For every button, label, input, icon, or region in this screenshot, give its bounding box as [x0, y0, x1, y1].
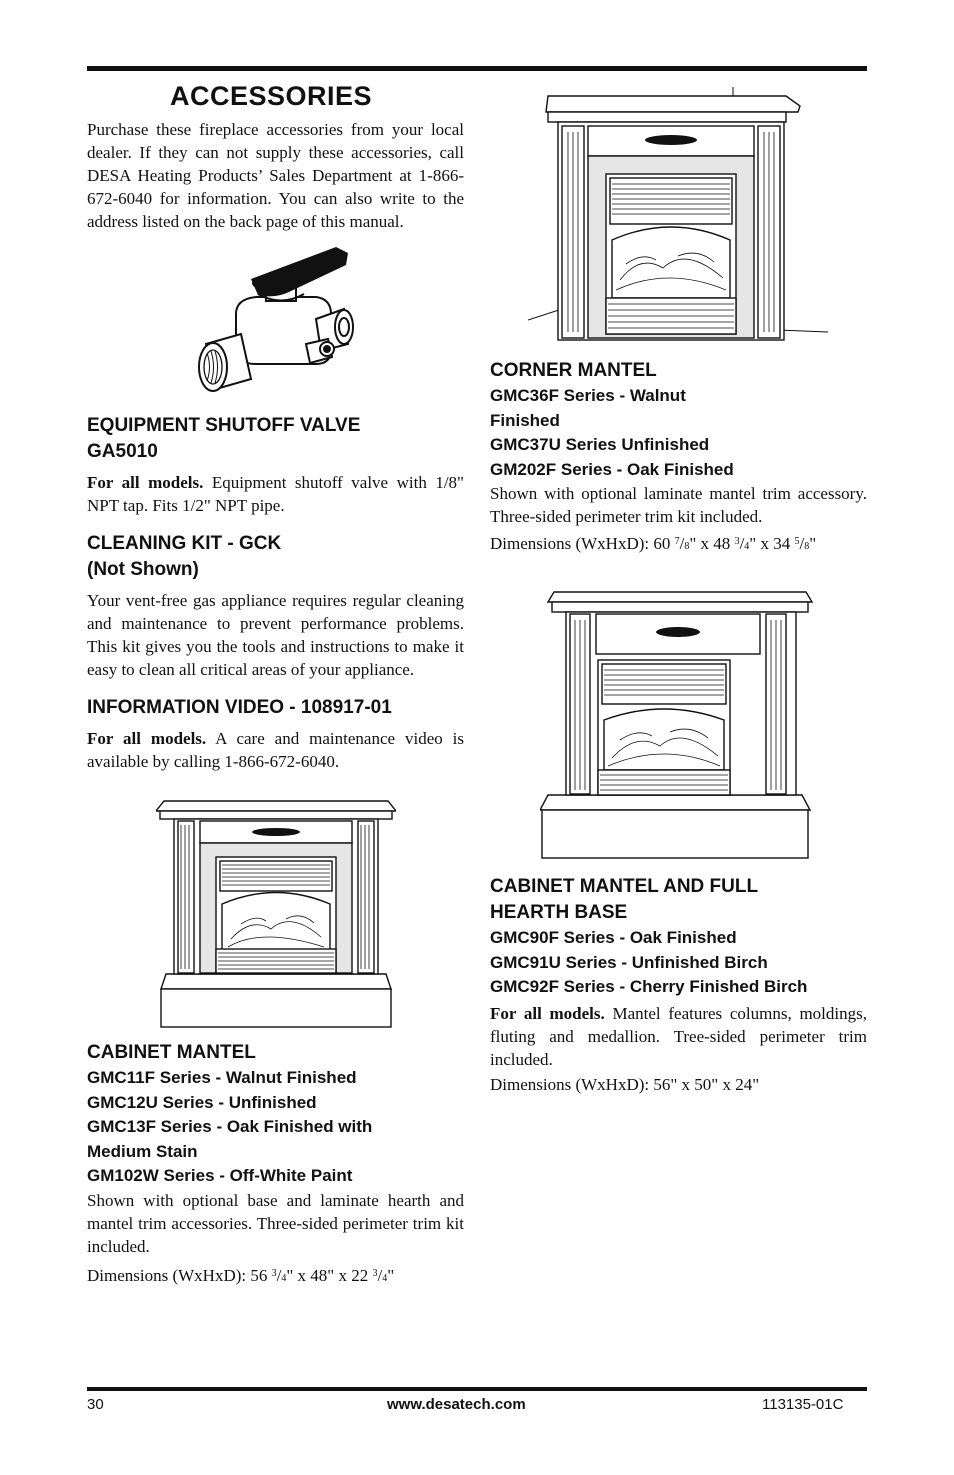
- corner-dims-num1: 7: [674, 536, 680, 547]
- page-number: 30: [87, 1396, 104, 1413]
- hearth-base-heading-cont: HEARTH BASE: [490, 902, 628, 923]
- cabinet-dims-num1: 3: [271, 1267, 277, 1279]
- hearth-dimensions: Dimensions (WxHxD): 56" x 50" x 24": [490, 1074, 760, 1094]
- corner-dims-den2: 4: [744, 541, 750, 552]
- shutoff-valve-illustration: [196, 239, 356, 409]
- cabinet-dimensions: Dimensions (WxHxD): 56 $^3$/4" x 48" x 22 $^3$/4": [87, 1265, 395, 1285]
- hearth-base-mantel-illustration: [540, 590, 840, 862]
- top-rule: [87, 66, 867, 71]
- cabinet-mantel-heading: CABINET MANTEL: [87, 1042, 256, 1063]
- video-lead: For all models.: [87, 729, 207, 748]
- valve-text: Equipment shutoff valve with 1/8" NPT tap. Fits 1/2" NPT pipe.: [87, 473, 464, 515]
- cabinet-model-4: GM102W Series - Off-White Paint: [87, 1166, 353, 1185]
- left-column: [87, 80, 464, 1290]
- corner-dims-den3: 8: [804, 541, 810, 552]
- cabinet-model-3: GMC13F Series - Oak Finished with: [87, 1117, 373, 1136]
- cabinet-dims-den1: 4: [281, 1272, 287, 1284]
- corner-model-2: GMC37U Series Unfinished: [490, 435, 710, 454]
- corner-model-1-cont: Finished: [490, 410, 560, 430]
- corner-mantel-illustration: [528, 82, 828, 342]
- corner-dims-num2: 3: [734, 536, 740, 547]
- cabinet-mantel-illustration: [156, 799, 396, 1034]
- cabinet-model-2: GMC12U Series - Unfinished: [87, 1092, 317, 1112]
- cabinet-dims-mid: " x 48" x 22: [286, 1265, 373, 1285]
- hearth-model-2: GMC91U Series - Unfinished Birch: [490, 952, 768, 972]
- hearth-description: [490, 1002, 867, 1071]
- corner-dims-mid1: " x 48: [689, 534, 735, 553]
- hearth-text: Mantel features columns, moldings, fluting and medallion. Tree-sided perimeter trim included.: [490, 1003, 867, 1069]
- corner-mantel-heading: CORNER MANTEL: [490, 360, 657, 381]
- page-title: ACCESSORIES: [170, 81, 373, 111]
- corner-model-3: GM202F Series - Oak Finished: [490, 459, 734, 479]
- valve-lead: For all models.: [87, 473, 204, 492]
- cleaning-kit-heading: CLEANING KIT - GCK: [87, 533, 282, 554]
- valve-part-number: GA5010: [87, 441, 158, 462]
- corner-dims-prefix: Dimensions (WxHxD): 60: [490, 534, 675, 553]
- valve-description: [87, 471, 464, 517]
- right-column: [490, 80, 867, 1096]
- valve-heading: EQUIPMENT SHUTOFF VALVE: [87, 415, 361, 436]
- cabinet-dims-prefix: Dimensions (WxHxD): 56: [87, 1265, 272, 1285]
- cabinet-dims-num2: 3: [372, 1267, 378, 1279]
- bottom-rule: [87, 1387, 867, 1391]
- document-number: 113135-01C: [762, 1396, 844, 1413]
- hearth-lead: For all models.: [490, 1003, 605, 1023]
- hearth-model-3: GMC92F Series - Cherry Finished Birch: [490, 977, 808, 996]
- cleaning-kit-subheading: (Not Shown): [87, 559, 199, 580]
- cabinet-dims-end: ": [387, 1265, 395, 1285]
- cleaning-kit-description: Your vent-free gas appliance requires regular cleaning and maintenance to prevent performance problems. This kit gives you the tools and instructions to make it easy to clean all critical areas of your appliance.: [87, 591, 464, 679]
- hearth-model-1: GMC90F Series - Oak Finished: [490, 928, 737, 947]
- corner-model-1: GMC36F Series - Walnut: [490, 386, 686, 405]
- video-description: [87, 727, 464, 773]
- corner-dims-end: ": [809, 534, 817, 553]
- corner-dims-num3: 5: [794, 536, 800, 547]
- corner-description: Shown with optional laminate mantel trim accessory. Three-sided perimeter trim kit included.: [490, 484, 867, 526]
- cabinet-dims-den2: 4: [382, 1272, 388, 1284]
- cabinet-model-3-cont: Medium Stain: [87, 1141, 198, 1161]
- intro-paragraph: Purchase these fireplace accessories from your local dealer. If they can not supply these accessories, call DESA Heating Products’ Sales Department at 1-866-672-6040 for information. You can also write to the address listed on the back page of this manual.: [87, 120, 464, 231]
- video-heading: INFORMATION VIDEO - 108917-01: [87, 697, 392, 718]
- website-link[interactable]: www.desatech.com: [387, 1396, 526, 1413]
- corner-dims-den1: 8: [684, 541, 690, 552]
- hearth-base-heading: CABINET MANTEL AND FULL: [490, 876, 759, 897]
- corner-dimensions: Dimensions (WxHxD): 60 $^7$/8" x 48 $^3$/4" x 34 $^5$/8": [490, 534, 817, 553]
- video-text: A care and maintenance video is available by calling 1-866-672-6040.: [87, 729, 465, 771]
- cabinet-description: Shown with optional base and laminate hearth and mantel trim accessories. Three-sided perimeter trim kit included.: [87, 1190, 464, 1256]
- cabinet-model-1: GMC11F Series - Walnut Finished: [87, 1068, 357, 1087]
- corner-dims-mid2: " x 34: [749, 534, 795, 553]
